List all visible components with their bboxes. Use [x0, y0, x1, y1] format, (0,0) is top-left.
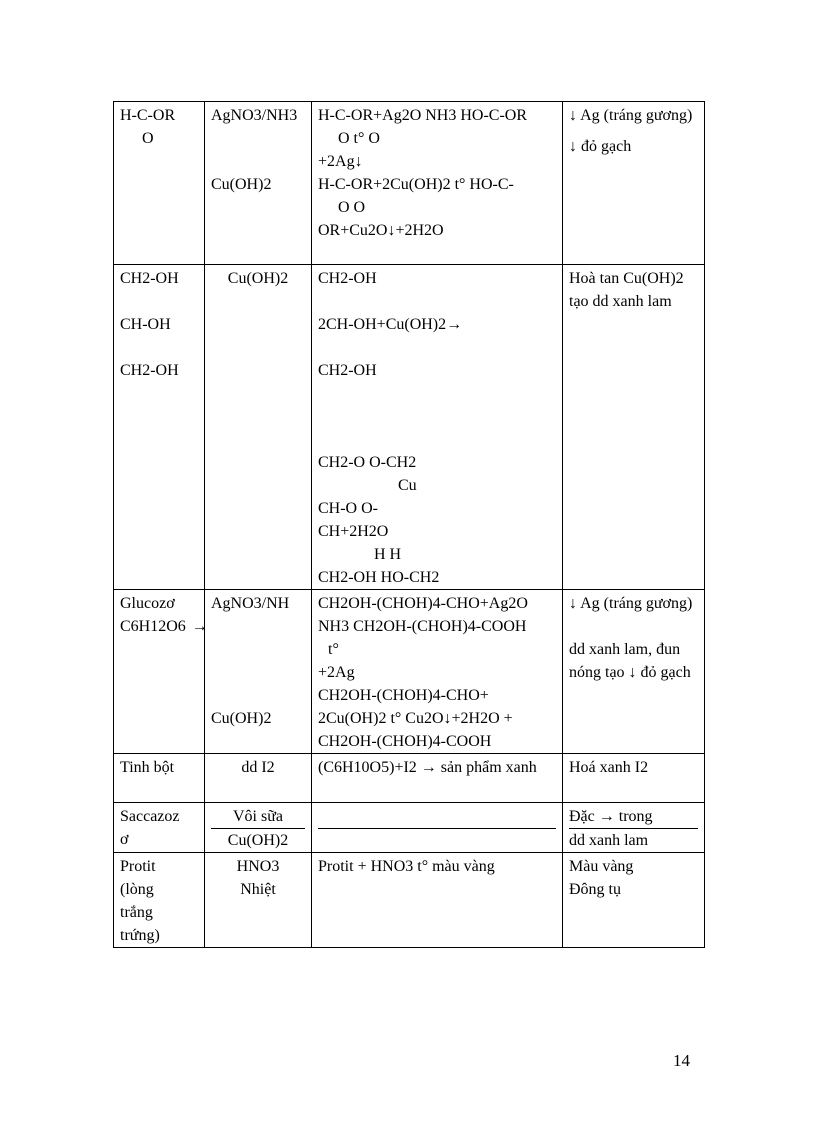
phenomenon-line: Đặc → trong: [569, 805, 698, 829]
reagent-cell: [205, 853, 312, 948]
reagent-line: Vôi sữa: [211, 805, 305, 829]
substance-line: CH-OH: [120, 316, 171, 333]
reaction-table: [113, 101, 705, 948]
substance-line: trắng: [120, 904, 153, 921]
equation-cell: [312, 590, 563, 754]
equation-line: t°: [328, 641, 339, 658]
equation-line: CH2-O O-CH2: [318, 454, 417, 471]
reagent-line: AgNO3/NH3: [211, 107, 298, 124]
phenomenon-line: ↓ Ag (tráng gương): [569, 107, 693, 124]
equation-cell: [312, 853, 563, 948]
reagent-line: Cu(OH)2: [211, 710, 272, 727]
phenomenon-cell: [563, 853, 705, 948]
phenomenon-cell: [563, 590, 705, 754]
substance-line: H-C-OR: [120, 107, 176, 124]
substance-line: CH2-OH: [120, 270, 179, 287]
phenomenon-cell: [563, 803, 705, 853]
formula-text: C6H12O6: [120, 618, 186, 635]
page-number: 14: [673, 1051, 690, 1070]
reagent-line: dd I2: [241, 759, 275, 776]
table-row: [114, 265, 705, 590]
reagent-line: AgNO3/NH: [211, 595, 290, 612]
equation-line: +2Ag↓: [318, 153, 363, 170]
substance-line: (lòng: [120, 881, 154, 898]
reagent-line: Cu(OH)2: [211, 176, 272, 193]
equation-line: CH2-OH: [318, 362, 377, 379]
equation-cell: [312, 102, 563, 265]
equation-line: +2Ag: [318, 664, 355, 681]
equation-line: NH3 CH2OH-(CHOH)4-COOH: [318, 618, 527, 635]
phenomenon-line: Hoà tan Cu(OH)2 tạo dd xanh lam: [569, 270, 684, 310]
table-row: [114, 102, 705, 265]
phenomenon-cell: [563, 102, 705, 265]
equation-line: CH2-OH HO-CH2: [318, 569, 440, 586]
substance-cell: [114, 590, 208, 754]
equation-line: CH2OH-(CHOH)4-CHO+: [318, 687, 489, 704]
table-row: [114, 803, 705, 853]
equation-line: (C6H10O5)+I2 → sản phẩm xanh: [318, 759, 537, 776]
equation-line: 2CH-OH+Cu(OH)2→: [318, 316, 463, 333]
equation-line: Protit + HNO3 t° màu vàng: [318, 858, 495, 875]
phenomenon-line: ↓ Ag (tráng gương): [569, 595, 693, 612]
phenomenon-line: Đông tụ: [569, 881, 621, 898]
substance-line: Glucozơ: [120, 595, 175, 612]
equation-line: CH2OH-(CHOH)4-COOH: [318, 733, 492, 750]
equation-line: 2Cu(OH)2 t° Cu2O↓+2H2O +: [318, 710, 513, 727]
reagent-cell: [205, 803, 312, 853]
equation-cell: [312, 754, 563, 803]
equation-line: Cu: [398, 477, 417, 494]
equation-line: H-C-OR+2Cu(OH)2 t° HO-C-: [318, 176, 514, 193]
substance-cell: [114, 803, 205, 853]
equation-cell: [312, 803, 563, 853]
phenomenon-line: dd xanh lam, đun nóng tạo ↓ đỏ gạch: [569, 641, 691, 681]
equation-line: H H: [374, 546, 402, 563]
table-row: [114, 853, 705, 948]
substance-cell: [114, 754, 205, 803]
equation-line: CH2-OH: [318, 270, 377, 287]
equation-line: CH2OH-(CHOH)4-CHO+Ag2O: [318, 595, 528, 612]
phenomenon-line: Màu vàng: [569, 858, 634, 875]
table-row: [114, 590, 705, 754]
substance-cell: [114, 853, 205, 948]
substance-line: ơ: [120, 831, 129, 848]
reagent-cell: [205, 754, 312, 803]
phenomenon-cell: [563, 265, 705, 590]
reagent-cell: [205, 265, 312, 590]
substance-line: O: [142, 130, 154, 147]
phenomenon-line: ↓ đỏ gạch: [569, 138, 632, 155]
equation-cell: [312, 265, 563, 590]
substance-line: CH2-OH: [120, 362, 179, 379]
reagent-line: HNO3: [236, 858, 280, 875]
reagent-cell: [205, 590, 312, 754]
substance-line: trứng): [120, 927, 160, 944]
substance-cell: [114, 102, 205, 265]
substance-line: Protit: [120, 858, 156, 875]
substance-line: Saccazoz: [120, 808, 180, 825]
equation-line: OR+Cu2O↓+2H2O: [318, 222, 444, 239]
substance-line: Tinh bột: [120, 759, 175, 776]
phenomenon-cell: [563, 754, 705, 803]
equation-line: O t° O: [338, 130, 380, 147]
phenomenon-line: dd xanh lam: [569, 832, 649, 849]
reagent-cell: [205, 102, 312, 265]
reagent-line: Cu(OH)2: [227, 270, 289, 287]
equation-line: CH-O O-: [318, 500, 378, 517]
phenomenon-line: Hoá xanh I2: [569, 759, 649, 776]
table-row: [114, 754, 705, 803]
equation-line: H-C-OR+Ag2O NH3 HO-C-OR: [318, 107, 528, 124]
reagent-line: Nhiệt: [240, 881, 276, 898]
substance-line: [120, 615, 208, 638]
equation-line: CH+2H2O: [318, 523, 389, 540]
arrow-icon: →: [191, 618, 208, 635]
substance-cell: [114, 265, 205, 590]
equation-line: O O: [338, 199, 366, 216]
reagent-line: Cu(OH)2: [227, 832, 289, 849]
equation-line-empty: [318, 805, 556, 829]
